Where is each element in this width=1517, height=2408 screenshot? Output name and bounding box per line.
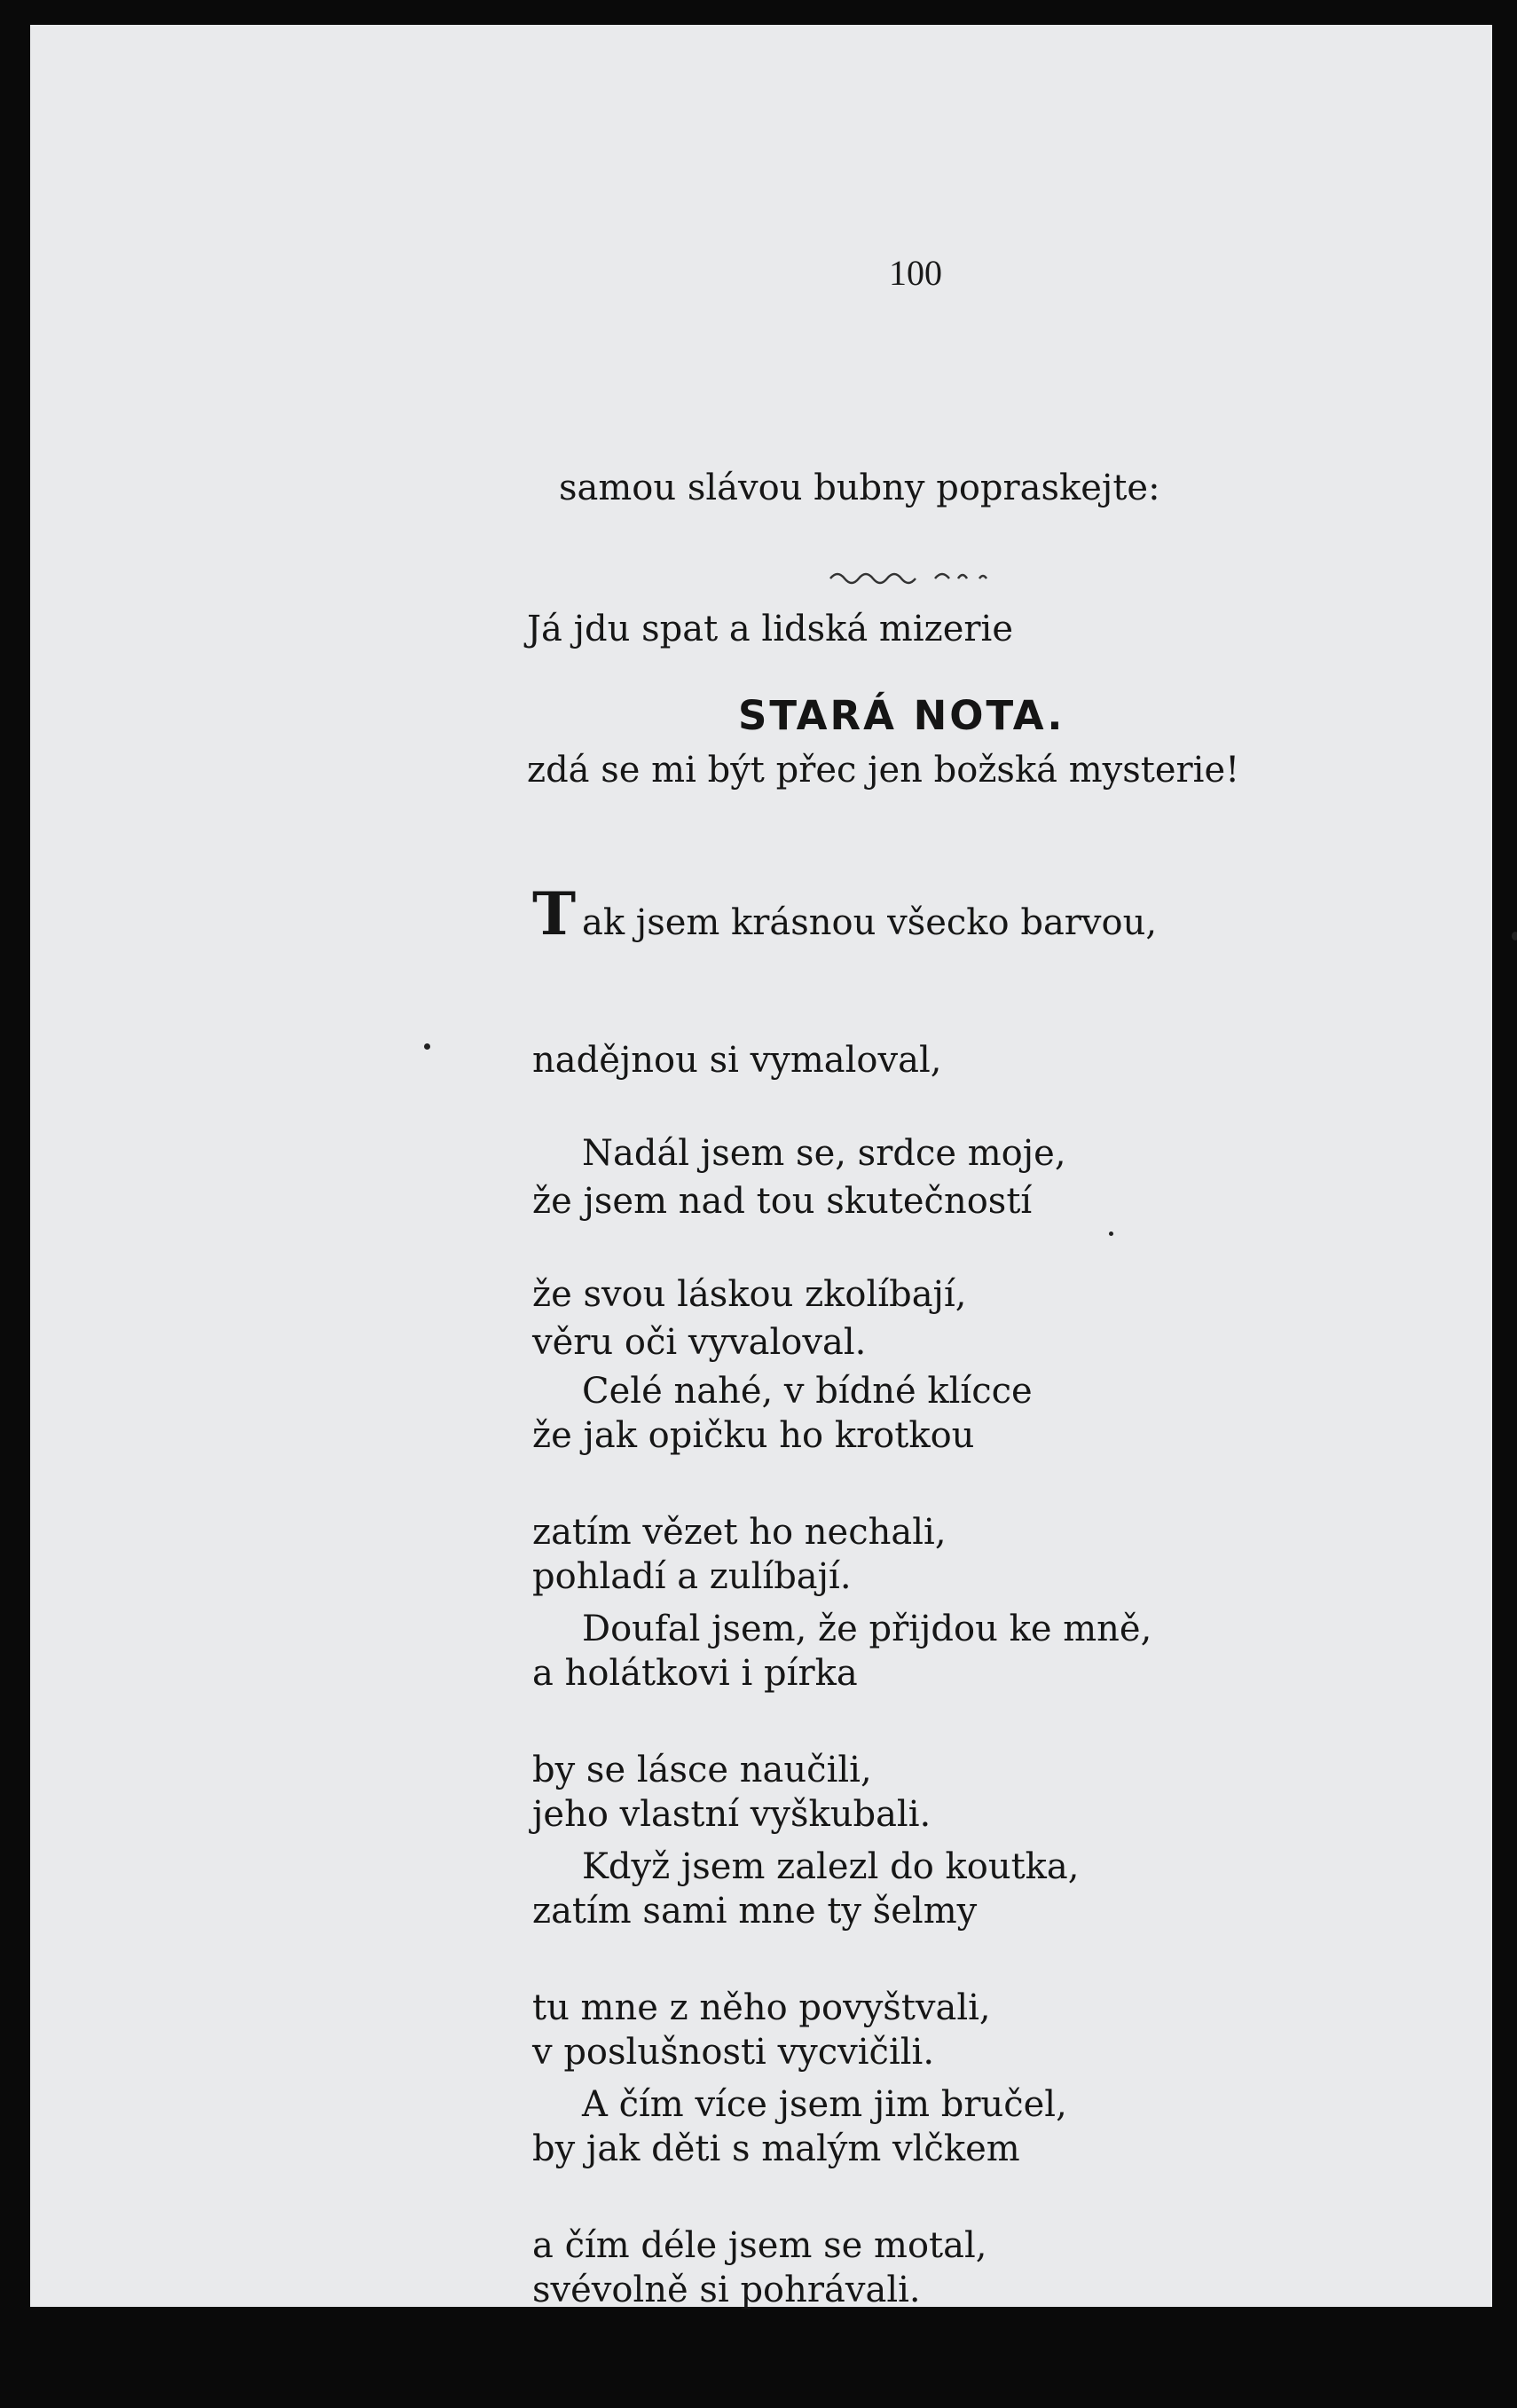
verse-line: Celé nahé, v bídné klícce [582, 1371, 1033, 1412]
poem-title: STARÁ NOTA. [738, 692, 1065, 739]
verse-line: svévolně si pohrávali. [532, 2270, 921, 2310]
verse-line: nadějnou si vymaloval, [532, 1040, 942, 1081]
verse-line: Doufal jsem, že přijdou ke mně, [582, 1609, 1152, 1649]
verse-line: a čím déle jsem se motal, [532, 2225, 987, 2266]
verse-line: samou slávou bubny popraskejte: [559, 468, 1160, 508]
verse-line: věru oči vyvaloval. [532, 1322, 867, 1363]
ink-speck [1109, 1232, 1113, 1236]
stanza-6 [532, 1987, 1067, 2364]
ink-speck [1512, 932, 1517, 940]
drop-cap: T [532, 879, 577, 948]
verse-line: Já jdu spat a lidská mizerie [527, 609, 1013, 649]
verse-line: v poslušnosti vycvičili. [532, 2032, 935, 2073]
verse-line: že jsem nad tou skutečností [532, 1181, 1033, 1222]
verse-line: zdá se mi být přec jen božská mysterie! [527, 750, 1240, 791]
verse-line: zatím sami mne ty šelmy [532, 1891, 978, 1932]
page-number: 100 [889, 253, 942, 293]
verse-text: ak jsem krásnou všecko barvou, [582, 902, 1158, 943]
verse-line: tu mne z něho povyštvali, [532, 1987, 991, 2028]
verse-line: že jak opičku ho krotkou [532, 1415, 975, 1456]
verse-line: zatím vězet ho nechali, [532, 1512, 947, 1553]
verse-line: by jak děti s malým vlčkem [532, 2129, 1020, 2169]
verse-line: by se lásce naučili, [532, 1750, 872, 1790]
verse-line: že svou láskou zkolíbají, [532, 1274, 967, 1315]
verse-line [532, 879, 1158, 948]
verse-line: Když jsem zalezl do koutka, [582, 1846, 1080, 1887]
verse-line: Nadál jsem se, srdce moje, [582, 1133, 1066, 1174]
wavy-rule-icon [829, 564, 997, 591]
verse-line: A čím více jsem jim bručel, [582, 2084, 1067, 2125]
verse-line: pohladí a zulíbají. [532, 1556, 852, 1597]
ink-speck [424, 1043, 430, 1050]
verse-line: jeho vlastní vyškubali. [532, 1794, 931, 1835]
verse-line: a holátkovi i pírka [532, 1653, 858, 1694]
book-page [30, 25, 1492, 2310]
